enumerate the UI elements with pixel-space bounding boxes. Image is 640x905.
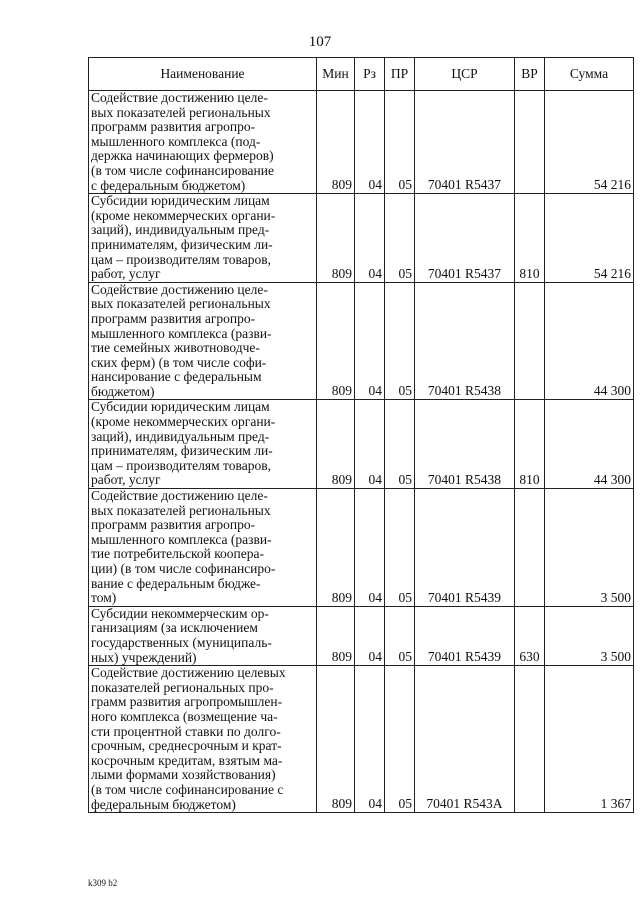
cell-vr: 630 <box>515 606 545 665</box>
table-row <box>89 194 634 283</box>
row-name-line: нансирование с федеральным <box>91 369 262 385</box>
row-name-line: работ, услуг <box>91 266 161 282</box>
header-vr: ВР <box>515 58 545 91</box>
row-name-line: федеральным бюджетом) <box>91 796 236 812</box>
row-name-line: (в том числе софинансирование <box>91 162 274 178</box>
row-name-line: вых показателей региональных <box>91 104 271 120</box>
row-name-line: Содействие достижению целе- <box>91 281 268 297</box>
cell-csr: 70401 R543A <box>415 666 515 813</box>
table-row <box>89 282 634 400</box>
table-row <box>89 606 634 665</box>
row-name-line: (кроме некоммерческих органи- <box>91 414 276 430</box>
table-row <box>89 400 634 489</box>
row-name-line: вание с федеральным бюдже- <box>91 575 261 591</box>
row-name-line: принимателям, физическим ли- <box>91 443 273 459</box>
cell-rz: 04 <box>355 194 385 283</box>
header-min: Мин <box>317 58 355 91</box>
row-name <box>89 91 317 194</box>
row-name-line: заций), индивидуальным пред- <box>91 222 270 238</box>
cell-csr: 70401 R5437 <box>415 194 515 283</box>
row-name-line: лыми формами хозяйствования) <box>91 767 276 783</box>
header-row <box>89 58 634 91</box>
cell-vr <box>515 666 545 813</box>
row-name-line: ного комплекса (возмещение ча- <box>91 708 278 724</box>
row-name-line: тие потребительской коопера- <box>91 546 265 562</box>
header-rz: Рз <box>355 58 385 91</box>
row-name <box>89 400 317 489</box>
row-name-line: с федеральным бюджетом) <box>91 177 246 193</box>
row-name-line: принимателям, физическим ли- <box>91 236 273 252</box>
row-name-line: цам – производителям товаров, <box>91 457 271 473</box>
row-name-line: ганизациям (за исключением <box>91 620 258 636</box>
row-name-line: Содействие достижению целе- <box>91 488 268 504</box>
row-name-line: программ развития агропро- <box>91 517 256 533</box>
cell-pr: 05 <box>385 400 415 489</box>
row-name-line: цам – производителям товаров, <box>91 251 271 267</box>
table-row <box>89 91 634 194</box>
cell-csr: 70401 R5439 <box>415 606 515 665</box>
row-name-line: том) <box>91 590 117 606</box>
cell-sum: 3 500 <box>545 489 634 607</box>
cell-rz: 04 <box>355 489 385 607</box>
cell-vr: 810 <box>515 400 545 489</box>
cell-pr: 05 <box>385 489 415 607</box>
row-name-line: держка начинающих фермеров) <box>91 148 274 164</box>
cell-csr: 70401 R5437 <box>415 91 515 194</box>
row-name-line: грамм развития агропромышлен- <box>91 694 283 710</box>
cell-csr: 70401 R5438 <box>415 282 515 400</box>
cell-pr: 05 <box>385 666 415 813</box>
cell-rz: 04 <box>355 282 385 400</box>
cell-pr: 05 <box>385 282 415 400</box>
cell-rz: 04 <box>355 91 385 194</box>
header-name: Наименование <box>89 58 317 91</box>
row-name-line: мышленного комплекса (разви- <box>91 531 272 547</box>
cell-min: 809 <box>317 606 355 665</box>
cell-vr <box>515 282 545 400</box>
row-name-line: Содействие достижению целевых <box>91 665 286 681</box>
cell-min: 809 <box>317 489 355 607</box>
cell-pr: 05 <box>385 194 415 283</box>
row-name-line: сти процентной ставки по долго- <box>91 723 281 739</box>
row-name <box>89 282 317 400</box>
cell-pr: 05 <box>385 91 415 194</box>
table-body <box>89 91 634 813</box>
row-name-line: заций), индивидуальным пред- <box>91 428 270 444</box>
row-name <box>89 666 317 813</box>
cell-rz: 04 <box>355 606 385 665</box>
cell-sum: 3 500 <box>545 606 634 665</box>
row-name <box>89 194 317 283</box>
row-name <box>89 606 317 665</box>
table-row <box>89 489 634 607</box>
cell-sum: 44 300 <box>545 282 634 400</box>
row-name <box>89 489 317 607</box>
row-name-line: вых показателей региональных <box>91 502 271 518</box>
table-row <box>89 666 634 813</box>
cell-vr <box>515 489 545 607</box>
row-name-line: вых показателей региональных <box>91 296 271 312</box>
cell-sum: 54 216 <box>545 194 634 283</box>
row-name-line: работ, услуг <box>91 472 161 488</box>
row-name-line: мышленного комплекса (под- <box>91 133 261 149</box>
cell-pr: 05 <box>385 606 415 665</box>
row-name-line: Субсидии некоммерческим ор- <box>91 605 269 621</box>
row-name-line: Субсидии юридическим лицам <box>91 193 270 209</box>
row-name-line: программ развития агропро- <box>91 310 256 326</box>
row-name-line: программ развития агропро- <box>91 119 256 135</box>
row-name-line: ных) учреждений) <box>91 649 197 665</box>
cell-sum: 44 300 <box>545 400 634 489</box>
cell-min: 809 <box>317 91 355 194</box>
budget-table <box>88 57 634 813</box>
cell-sum: 54 216 <box>545 91 634 194</box>
cell-rz: 04 <box>355 666 385 813</box>
row-name-line: срочным, среднесрочным и крат- <box>91 738 282 754</box>
header-pr: ПР <box>385 58 415 91</box>
row-name-line: тие семейных животноводче- <box>91 340 260 356</box>
cell-csr: 70401 R5439 <box>415 489 515 607</box>
row-name-line: (кроме некоммерческих органи- <box>91 207 276 223</box>
cell-min: 809 <box>317 282 355 400</box>
row-name-line: показателей региональных про- <box>91 679 274 695</box>
cell-csr: 70401 R5438 <box>415 400 515 489</box>
cell-min: 809 <box>317 400 355 489</box>
page-number: 107 <box>308 34 332 50</box>
row-name-line: ции) (в том числе софинансиро- <box>91 561 276 576</box>
footer-code: k309 b2 <box>88 878 118 888</box>
row-name-line: Содействие достижению целе- <box>91 90 268 105</box>
row-name-line: ских ферм) (в том числе софи- <box>91 354 267 370</box>
row-name-line: (в том числе софинансирование с <box>91 781 284 797</box>
cell-vr: 810 <box>515 194 545 283</box>
cell-min: 809 <box>317 194 355 283</box>
cell-rz: 04 <box>355 400 385 489</box>
row-name-line: косрочным кредитам, взятым ма- <box>91 752 283 768</box>
row-name-line: государственных (муниципаль- <box>91 634 272 650</box>
header-sum: Сумма <box>545 58 634 91</box>
cell-min: 809 <box>317 666 355 813</box>
cell-sum: 1 367 <box>545 666 634 813</box>
row-name-line: Субсидии юридическим лицам <box>91 399 270 415</box>
cell-vr <box>515 91 545 194</box>
row-name-line: бюджетом) <box>91 383 155 399</box>
header-csr: ЦСР <box>415 58 515 91</box>
row-name-line: мышленного комплекса (разви- <box>91 325 272 341</box>
